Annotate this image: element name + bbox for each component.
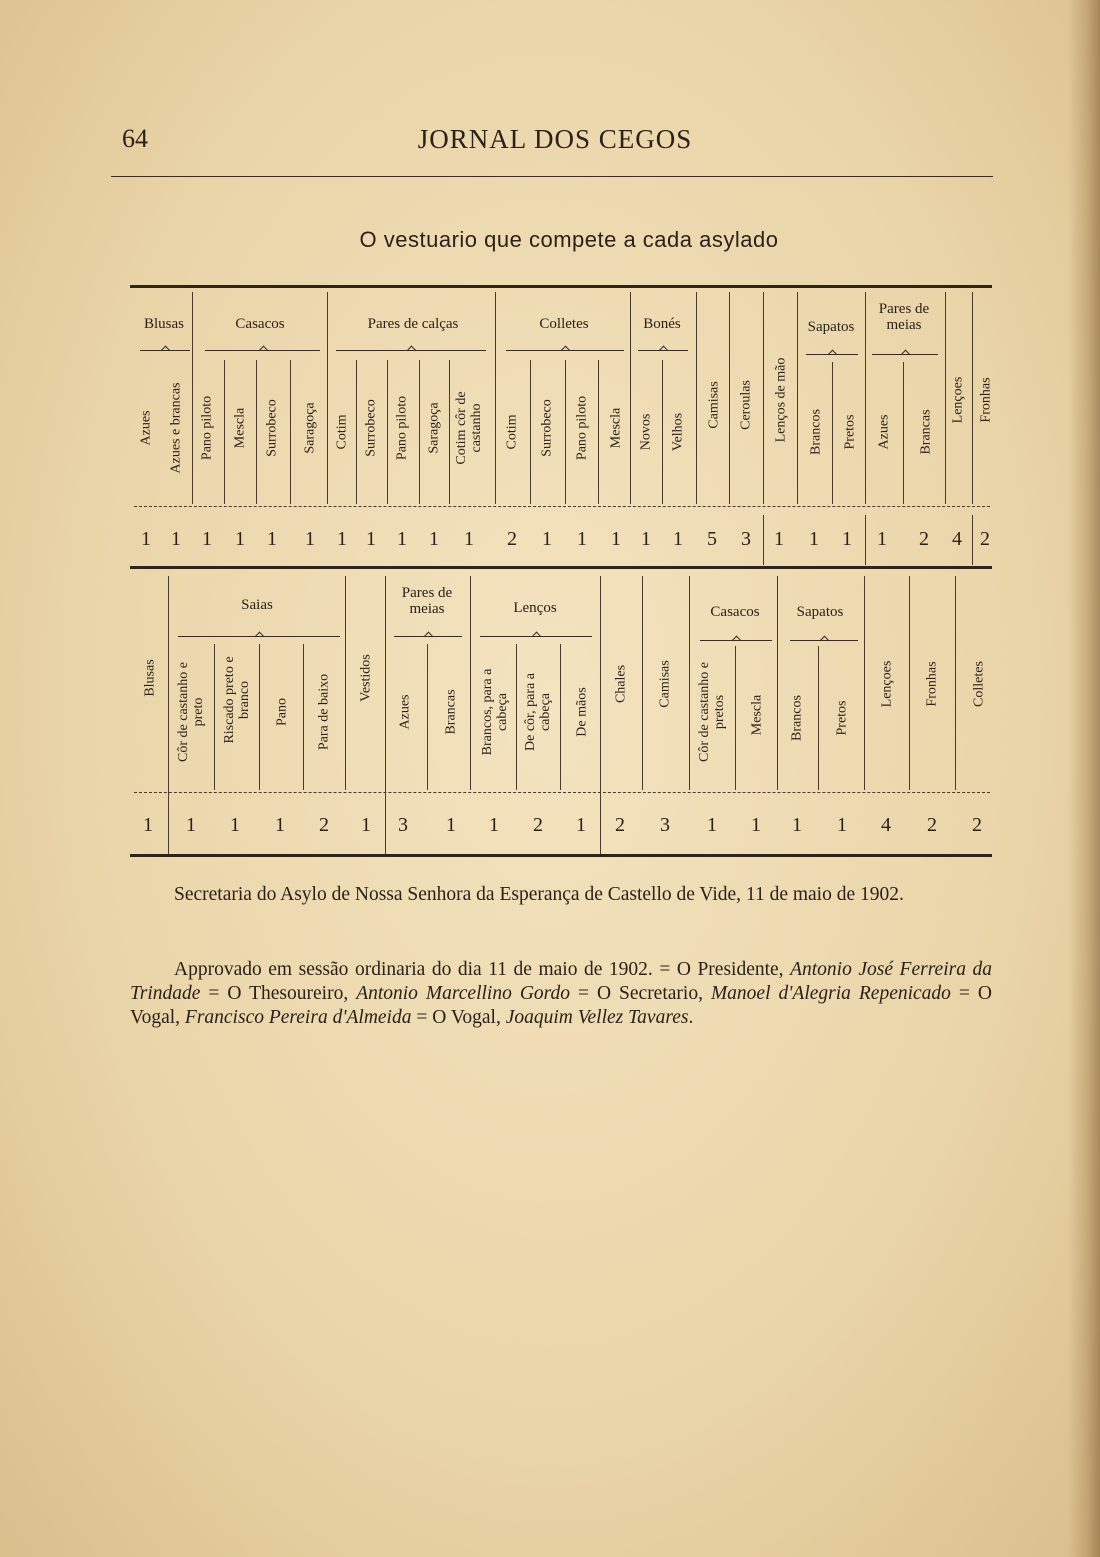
table1-col-meias-azues: Azues [876,414,892,450]
table1-col-mescla-2: Mescla [608,407,624,449]
table1-value: 1 [305,528,315,550]
secretaria-paragraph: Secretaria do Asylo de Nossa Senhora da Esperança de Castello de Vide, 11 de maio de 1902. [174,884,904,905]
table2-value: 1 [275,814,285,836]
table2-group-casacos: Casacos [710,604,760,620]
table2-brace-saias [178,634,340,640]
table1-col-pano-piloto-3: Pano piloto [574,395,590,461]
table1-brace-blusas [140,348,190,354]
table1-value: 2 [980,528,990,550]
table1-top-rule [130,285,992,288]
table2-col-saias-castanho: Côr de castanho e preto [176,662,206,762]
table2-brace-casacos [700,638,772,644]
approval-separator: = O Thesoureiro, [200,983,357,1004]
table1-col-sapatos-brancos: Brancos [808,409,824,455]
table1-group-bones: Bonés [643,316,681,332]
table1-group-sapatos: Sapatos [807,319,855,335]
table2-row-separator [134,792,990,793]
table1-brace-colletes [506,348,624,354]
table1-value: 2 [507,528,517,550]
approval-end: . [688,1007,694,1028]
table2-value: 1 [143,814,153,836]
table1-value: 1 [141,528,151,550]
table2-col-colletes: Colletes [971,661,987,707]
table2-group-sapatos: Sapatos [796,604,844,620]
approval-separator: = O Vogal, [411,1007,506,1028]
table1-value: 3 [741,528,751,550]
table1-value: 1 [464,528,474,550]
table1-col-meias-brancas: Brancas [918,409,934,455]
table1-col-lencos-mao: Lenços de mão [773,357,789,443]
table1-value: 1 [267,528,277,550]
table2-col-lencos-maos: De mãos [574,687,590,737]
table2-col-vestidos: Vestidos [358,654,374,702]
table2-group-saias: Saias [241,597,273,613]
table2-col-lencos-brancos: Brancos, para a cabeça [480,668,510,756]
table1-value: 2 [919,528,929,550]
table2-value: 2 [927,814,937,836]
table1-col-saragoca: Saragoça [302,402,318,454]
table1-value: 1 [611,528,621,550]
table1-value: 1 [641,528,651,550]
table2-value: 1 [576,814,586,836]
table2-col-saias-pano: Pano [274,698,290,726]
table2-value: 2 [319,814,329,836]
approval-separator: = O Vogal, [130,983,992,1028]
table2-col-lencoes: Lençoes [879,660,895,708]
approval-separator: = O Secretario, [570,983,711,1004]
table1-col-surrobeco-3: Surrobeco [539,399,555,457]
table2-value: 1 [707,814,717,836]
approval-text: Approvado em sessão ordinaria do dia 11 de maio de 1902. = O Presidente, [174,959,791,980]
table1-value: 1 [397,528,407,550]
table1-value: 1 [577,528,587,550]
table2-col-meias-azues: Azues [397,694,413,730]
table1-col-cotim-2: Cotim [504,414,520,450]
table2-value: 1 [751,814,761,836]
table1-value: 1 [774,528,784,550]
table1-col-novos: Novos [638,413,654,451]
vogal-name: Francisco Pereira d'Almeida [184,1007,412,1028]
table1-value: 1 [202,528,212,550]
table2-col-saias-baixo: Para de baixo [316,673,332,751]
table2-brace-meias [394,634,462,640]
table2-value: 2 [533,814,543,836]
vogal-name: Joaquim Vellez Tavares [505,1007,689,1028]
table1-value: 1 [542,528,552,550]
table2-value: 1 [792,814,802,836]
table1-value: 1 [235,528,245,550]
table2-col-saias-riscado: Riscado preto e branco [222,656,252,744]
table1-col-ceroulas: Ceroulas [738,380,754,430]
table2-value: 1 [837,814,847,836]
table1-col-velhos: Velhos [670,412,686,452]
table1-col-pano-piloto: Pano piloto [199,395,215,461]
table1-brace-casacos [205,348,320,354]
table1-col-pano-piloto-2: Pano piloto [394,395,410,461]
table1-group-meias: Pares de meias [878,301,930,333]
running-head: JORNAL DOS CEGOS [417,124,693,154]
table2-value: 3 [398,814,408,836]
table2-brace-lencos [480,634,592,640]
table1-col-azues: Azues [138,410,154,446]
table2-value: 4 [881,814,891,836]
table1-col-surrobeco-2: Surrobeco [363,399,379,457]
table1-col-azues-brancas: Azues e brancas [168,382,184,474]
table2-col-camisas: Camisas [657,660,673,708]
table1-col-cotim-castanho: Cotim côr de castanho [454,391,484,465]
page-title: O vestuario que compete a cada asylado [359,227,779,252]
table2-col-meias-brancas: Brancas [443,689,459,735]
table2-col-fronhas: Fronhas [924,661,940,707]
table2-value: 1 [186,814,196,836]
table1-value: 5 [707,528,717,550]
table1-col-saragoca-2: Saragoça [426,402,442,454]
table2-col-lencos-cor: De côr, para a cabeça [523,673,553,751]
table1-row-separator [134,506,990,507]
approval-paragraph [130,958,992,1030]
table1-col-camisas: Camisas [706,381,722,429]
table1-group-casacos: Casacos [235,316,285,332]
table1-value: 1 [171,528,181,550]
table2-value: 1 [446,814,456,836]
table1-group-colletes: Colletes [539,316,589,332]
table2-value: 2 [972,814,982,836]
table2-group-lencos: Lenços [513,600,557,616]
table1-col-cotim: Cotim [334,414,350,450]
table1-group-calcas: Pares de calças [367,316,459,332]
table2-group-meias: Pares de meias [401,585,453,617]
table1-col-sapatos-pretos: Pretos [842,414,858,450]
table1-value: 1 [877,528,887,550]
table2-brace-sapatos [790,638,858,644]
tesoureiro-name: Antonio Marcellino Gordo [356,983,571,1004]
table1-value: 4 [952,528,962,550]
table1-col-surrobeco: Surrobeco [264,399,280,457]
table1-value: 1 [809,528,819,550]
table2-col-sapatos-brancos: Brancos [789,695,805,741]
table1-value: 1 [337,528,347,550]
table2-col-chales: Chales [613,664,629,704]
table1-value: 1 [366,528,376,550]
table2-value: 1 [489,814,499,836]
table2-col-blusas: Blusas [142,659,158,697]
table2-bottom-rule [130,854,992,857]
table2-col-casacos-mescla: Mescla [749,694,765,736]
table2-value: 1 [230,814,240,836]
table1-group-blusas: Blusas [143,316,185,332]
table2-value: 2 [615,814,625,836]
header-rule [111,176,993,177]
table1-brace-calcas [336,348,486,354]
table2-col-sapatos-pretos: Pretos [834,700,850,736]
table1-brace-sapatos [806,352,858,358]
table1-value: 1 [429,528,439,550]
table1-value: 1 [673,528,683,550]
table1-value: 1 [842,528,852,550]
table1-brace-meias [872,352,938,358]
table1-col-lencoes: Lençoes [950,376,966,424]
table2-value: 3 [660,814,670,836]
table1-col-mescla: Mescla [232,407,248,449]
secretario-name: Manoel d'Alegria Repenicado [710,983,951,1004]
presidente-name: Antonio José Ferreira da Trindade [130,959,992,1004]
table1-col-fronhas: Fronhas [978,377,994,423]
page-number: 64 [122,124,148,153]
table2-col-casacos-castanho: Côr de castanho e pretos [697,662,727,762]
table1-bottom-rule [130,566,992,569]
table2-value: 1 [361,814,371,836]
table1-brace-bones [638,348,688,354]
